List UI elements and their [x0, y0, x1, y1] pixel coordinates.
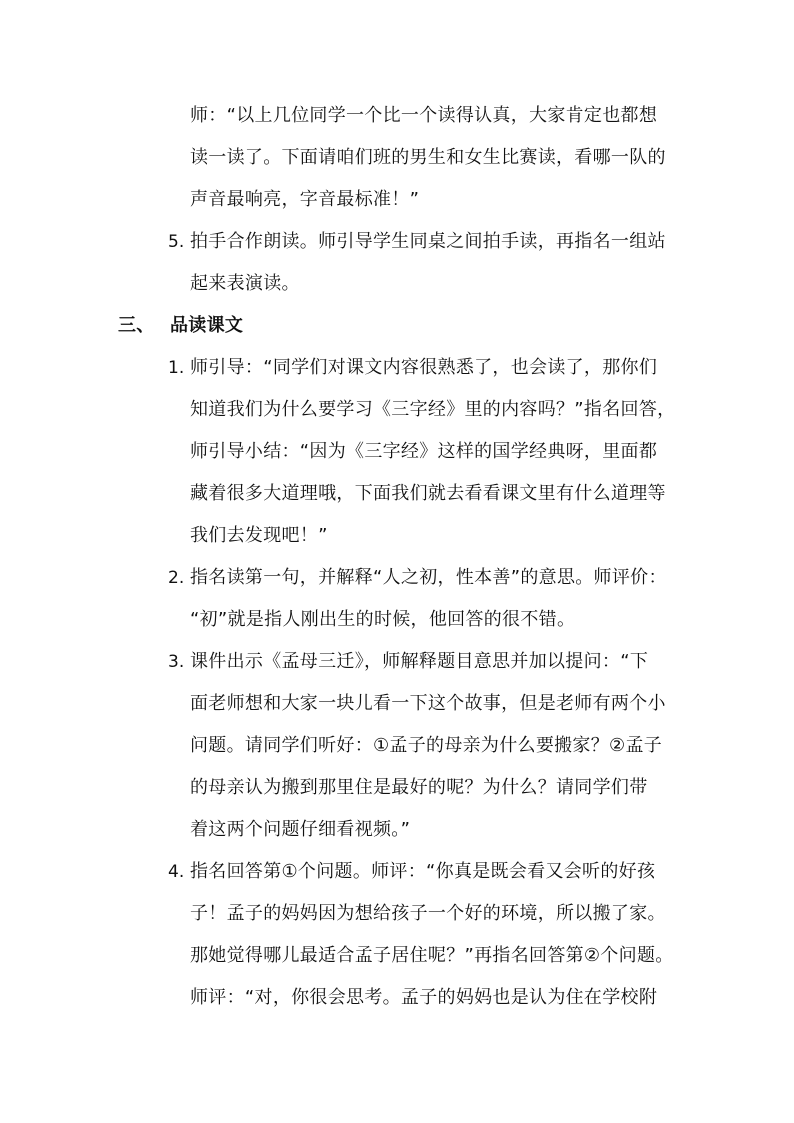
item5-number: 5. — [168, 232, 185, 252]
item4-line-2: 子！孟子的妈妈因为想给孩子一个好的环境，所以搬了家。 — [190, 903, 666, 924]
item2-line-2: “初”就是指人刚出生的时候，他回答的很不错。 — [190, 609, 576, 630]
item3-line-1: 课件出示《孟母三迁》，师解释题目意思并加以提问：“下 — [190, 651, 649, 672]
item2-number: 2. — [168, 568, 185, 588]
item5-line-2: 起来表演读。 — [190, 273, 300, 294]
item3-line-3: 问题。请同学们听好：①孟子的母亲为什么要搬家？②孟子 — [190, 735, 663, 756]
item4-line-4: 师评：“对，你很会思考。孟子的妈妈也是认为住在学校附 — [190, 987, 658, 1008]
section3-number: 三、 — [118, 315, 155, 336]
section3-title: 品读课文 — [170, 315, 244, 336]
item4-number: 4. — [168, 862, 185, 882]
item1-line-3: 师引导小结：“因为《三字经》这样的国学经典呀，里面都 — [190, 441, 658, 462]
item3-line-4: 的母亲认为搬到那里住是最好的呢？为什么？请同学们带 — [190, 777, 648, 798]
item1-line-1: 师引导：“同学们对课文内容很熟悉了，也会读了，那你们 — [190, 357, 658, 378]
intro-line-3: 声音最响亮，字音最标准！” — [190, 189, 420, 210]
item2-line-1: 指名读第一句，并解释“人之初，性本善”的意思。师评价： — [190, 567, 667, 588]
item4-line-1: 指名回答第①个问题。师评：“你真是既会看又会听的好孩 — [190, 861, 656, 882]
item1-line-2: 知道我们为什么要学习《三字经》里的内容吗？”指名回答， — [190, 399, 676, 420]
item4-line-3: 那她觉得哪儿最适合孟子居住呢？”再指名回答第②个问题。 — [190, 945, 674, 966]
item1-line-4: 藏着很多大道理哦，下面我们就去看看课文里有什么道理等 — [190, 483, 666, 504]
intro-line-2: 读一读了。下面请咱们班的男生和女生比赛读，看哪一队的 — [190, 147, 666, 168]
intro-line-1: 师：“以上几位同学一个比一个读得认真，大家肯定也都想 — [190, 105, 658, 126]
item3-line-5: 着这两个问题仔细看视频。” — [190, 819, 411, 840]
item5-line-1: 拍手合作朗读。师引导学生同桌之间拍手读，再指名一组站 — [190, 231, 666, 252]
item1-number: 1. — [168, 358, 185, 378]
item3-number: 3. — [168, 652, 185, 672]
item1-line-5: 我们去发现吧！” — [190, 525, 328, 546]
item3-line-2: 面老师想和大家一块儿看一下这个故事，但是老师有两个小 — [190, 693, 666, 714]
